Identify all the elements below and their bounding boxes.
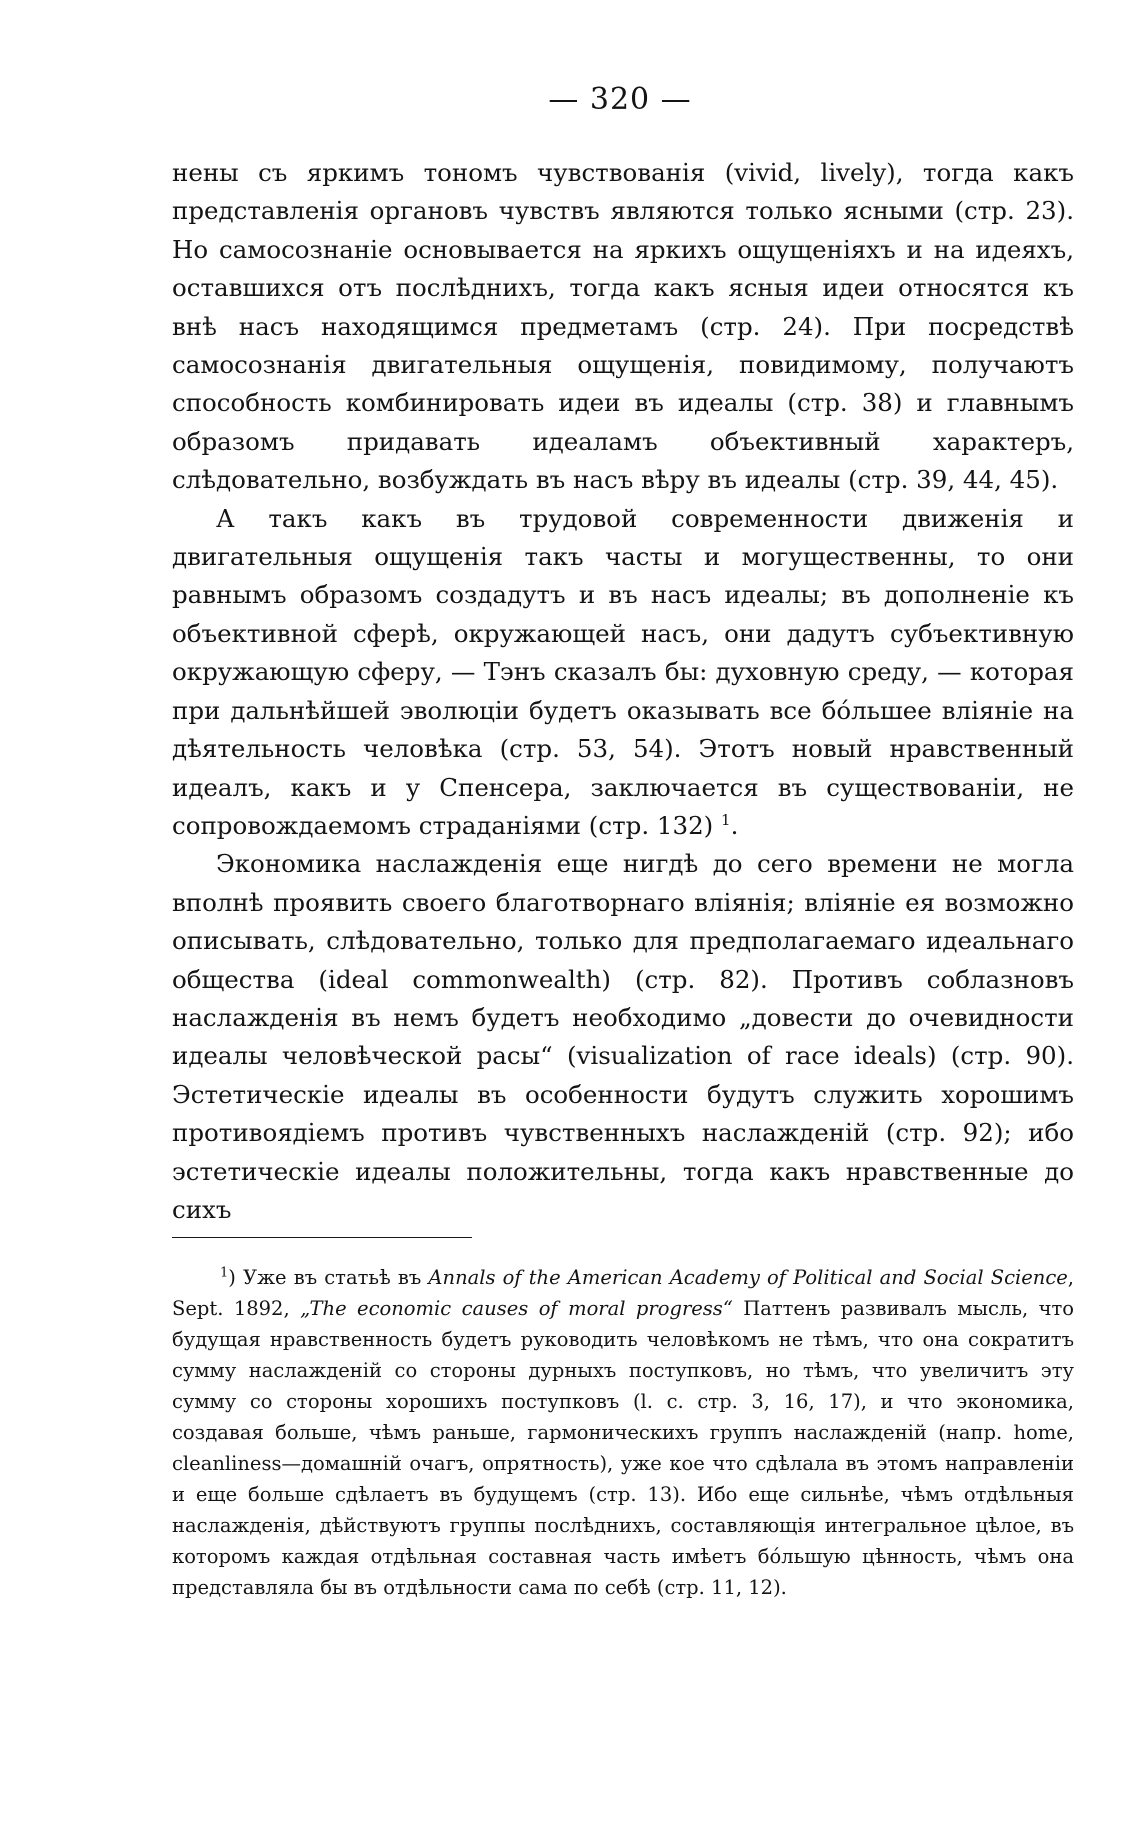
paragraph-3: Экономика наслажденія еще нигдѣ до сего времени не могла вполнѣ проявить своего благотворнаго вліянія; вліяніе ея возможно описывать, слѣдовательно, только для предполагаемаго идеальнаго общества (ideal commonwealth) (стр. 82). Противъ соблазновъ наслажденія въ немъ будетъ необходимо „довести до очевидности идеалы человѣческой расы“ (visualization of race ideals) (стр. 90). Эстетическіе идеалы въ особенности будутъ служить хорошимъ противоядіемъ противъ чувственныхъ наслажденій (стр. 92); ибо эстетическіе идеалы положительны, тогда какъ нравственные до сихъ (172, 849, 1074, 1224)
footnote-reference[interactable]: 1 (721, 810, 731, 829)
footnote-divider (172, 1237, 472, 1238)
footnote-mark: 1 (220, 1265, 229, 1281)
footnote-journal-title: Annals of the American Academy of Political and Social Science (428, 1266, 1068, 1289)
main-text (172, 154, 1074, 1229)
footnote (172, 1262, 1074, 1603)
paragraph-2-text: А такъ какъ въ трудовой современности движенія и двигательныя ощущенія такъ часты и могущественны, то они равнымъ образомъ создадутъ и въ насъ идеалы; въ дополненіе къ объективной сферѣ, окружающей насъ, они дадутъ субъективную окружающую сферу, — Тэнъ сказалъ бы: духовную среду, — которая при дальнѣйшей эволюціи будетъ оказывать все бóльшее вліяніе на дѣятельность человѣка (стр. 53, 54). Этотъ новый нравственный идеалъ, какъ и у Спенсера, заключается въ существованіи, не сопровождаемомъ страданіями (стр. 132) (172, 503, 1074, 840)
footnote-text-2: , Sept. 1892, (172, 1266, 1074, 1320)
paragraph-2 (172, 500, 1074, 846)
page-number: — 320 — (548, 82, 692, 117)
paragraph-2-end: . (730, 810, 739, 840)
paragraph-1: нены съ яркимъ тономъ чувствованія (vivid, lively), тогда какъ представленія органовъ чувствъ являются только ясными (стр. 23). Но самосознаніе основывается на яркихъ ощущеніяхъ и на идеяхъ, оставшихся отъ послѣднихъ, тогда какъ ясныя идеи относятся къ внѣ насъ находящимся предметамъ (стр. 24). При посредствѣ самосознанія двигательныя ощущенія, повидимому, получаютъ способность комбинировать идеи въ идеалы (стр. 38) и главнымъ образомъ придавать идеаламъ объективный характеръ, слѣдовательно, возбуждать въ насъ вѣру въ идеалы (стр. 39, 44, 45). (172, 158, 1074, 495)
footnote-text-1: ) Уже въ статьѣ въ (228, 1266, 429, 1289)
footnote-text-3: Паттенъ развивалъ мысль, что будущая нравственность будетъ руководить человѣкомъ не тѣмъ, что она сократитъ сумму наслажденій со стороны дурныхъ поступковъ, но тѣмъ, что увеличитъ эту сумму со стороны хорошихъ поступковъ (l. c. стр. 3, 16, 17), и что экономика, создавая больше, чѣмъ раньше, гармоническихъ группъ наслажденій (напр. home, cleanliness—домашній очагъ, опрятность), уже кое что сдѣлала въ этомъ направленіи и еще больше сдѣлаетъ въ будущемъ (стр. 13). Ибо еще сильнѣе, чѣмъ отдѣльныя наслажденія, дѣйствуютъ группы послѣднихъ, составляющія интегральное цѣлое, въ которомъ каждая отдѣльная составная часть имѣетъ бóльшую цѣнность, чѣмъ она представляла бы въ отдѣльности сама по себѣ (стр. 11, 12). (172, 1297, 1074, 1599)
footnote-article-title: „The economic causes of moral progress“ (300, 1297, 733, 1320)
